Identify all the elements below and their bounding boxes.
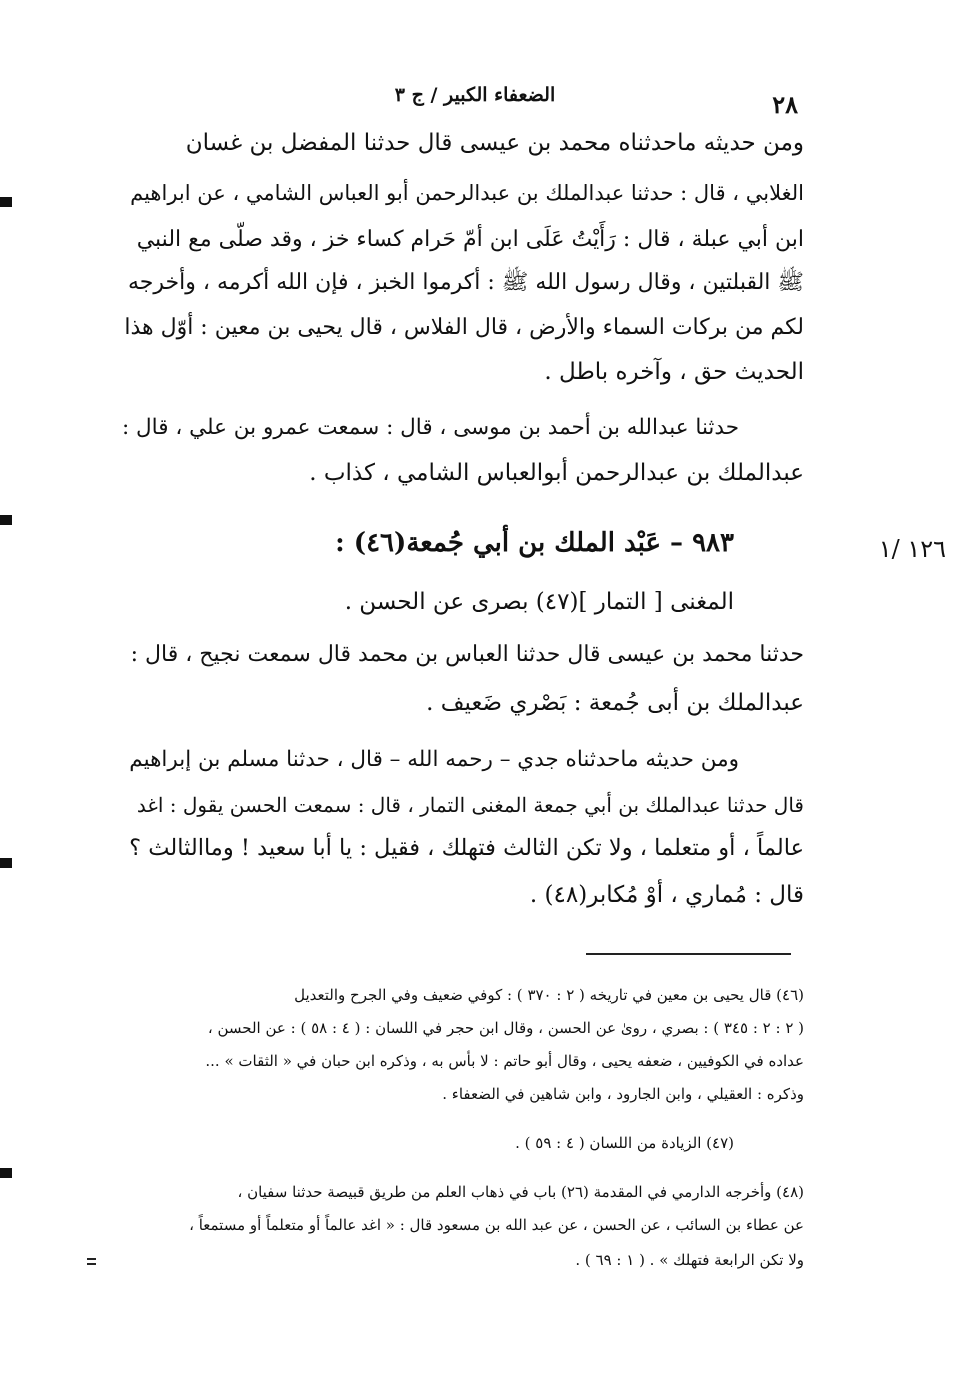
entry-heading: ٩٨٣ – عَبْد الملك بن أبي جُمعة(٤٦) :	[335, 528, 734, 558]
text-line: عبدالملك بن عبدالرحمن أبوالعباس الشامي ، كذاب .	[309, 460, 804, 486]
text-line: ومن حديثه ماحدثناه جدي – رحمه الله – قال ، حدثنا مسلم بن إبراهيم	[129, 747, 739, 772]
footnote-line: عداده في الكوفيين ، ضعفه يحيى ، وقال أبو حاتم : لا بأس به ، وذكره ابن حبان في « الثقات » ...	[205, 1052, 804, 1070]
text-line: قال : مُماري ، أوْ مُكابر(٤٨) .	[529, 882, 804, 908]
text-line: لكم من بركات السماء والأرض ، قال الفلاس ، قال يحيى بن معين : أوّل هذا	[124, 315, 804, 340]
footnote-line: وذكره : العقيلي ، وابن الجارود ، وابن شاهين في الضعفاء .	[442, 1085, 804, 1103]
text-line: عبدالملك بن أبى جُمعة : بَصْري ضَعيف .	[426, 690, 804, 716]
scan-edge-mark	[0, 1168, 12, 1178]
scan-edge-mark	[0, 515, 12, 525]
scan-edge-mark	[0, 858, 12, 868]
page-number: ٢٨	[772, 90, 798, 119]
scan-edge-mark	[0, 197, 12, 207]
text-line: حدثنا محمد بن عيسى قال حدثنا العباس بن محمد قال سمعت نجيح ، قال :	[130, 642, 804, 667]
text-line: الغلابي ، قال : حدثنا عبدالملك بن عبدالرحمن أبو العباس الشامي ، عن ابراهيم	[130, 181, 804, 205]
footnote-line: ( ٢ : ٢ : ٣٤٥ ) : بصري ، روىٰ عن الحسن ، وقال ابن حجر في اللسان : ( ٤ : ٥٨ ) : عن الحسن ،	[207, 1019, 804, 1037]
text-line: حدثنا عبدالله بن أحمد بن موسى ، قال : سمعت عمرو بن علي ، قال :	[121, 415, 739, 440]
margin-manuscript-ref: ١٢٦ /١	[878, 535, 946, 563]
footnote-line: (٤٨) وأخرجه الدارمي في المقدمة (٢٦) باب في ذهاب العلم من طريق قبيصة حدثنا سفيان ،	[237, 1183, 804, 1201]
text-line: قال حدثنا عبدالملك بن أبي جمعة المغنى التمار ، قال : سمعت الحسن يقول : اغد	[136, 793, 804, 817]
text-line: ﷺ القبلتين ، وقال رسول الله ﷺ : أكرموا الخبز ، فإن الله أكرمه ، وأخرجه	[127, 270, 804, 295]
footnote-line: ولا تكن الرابعة فتهلك » . ( ١ : ٦٩ ) .	[575, 1251, 804, 1269]
text-line: ومن حديثه ماحدثناه محمد بن عيسى قال حدثنا المفضل بن غسان	[185, 130, 804, 156]
footnote-line: عن عطاء بن السائب ، عن الحسن ، عن عبد الله بن مسعود قال : « اغد عالماً أو متعلماً أو مستمعاً ،	[189, 1216, 804, 1234]
entry-description: المغنى [ التمار ](٤٧) بصرى عن الحسن .	[344, 589, 734, 615]
footnote-divider	[586, 953, 791, 955]
text-line: الحديث حق ، وآخره باطل .	[544, 359, 804, 385]
text-line: ابن أبي عبلة ، قال : رَأَيْتُ عَلَى ابن أمّ حَرام كساء خز ، وقد صلّى مع النبي	[136, 227, 804, 252]
scan-dash-mark	[87, 1258, 96, 1260]
footnote-47: (٤٧) الزيادة من اللسان ( ٤ : ٥٩ ) .	[515, 1134, 734, 1152]
footnote-line: (٤٦) قال يحيى بن معين في تاريخه ( ٢ : ٣٧٠ ) : كوفي ضعيف وفي الجرح والتعديل	[294, 986, 804, 1004]
text-line: عالماً ، أو متعلما ، ولا تكن الثالث فتهلك ، فقيل : يا أبا سعيد ! وماالثالث ؟	[129, 835, 804, 861]
scan-dash-mark	[87, 1263, 96, 1265]
running-title: الضعفاء الكبير / ج ٣	[394, 84, 556, 106]
